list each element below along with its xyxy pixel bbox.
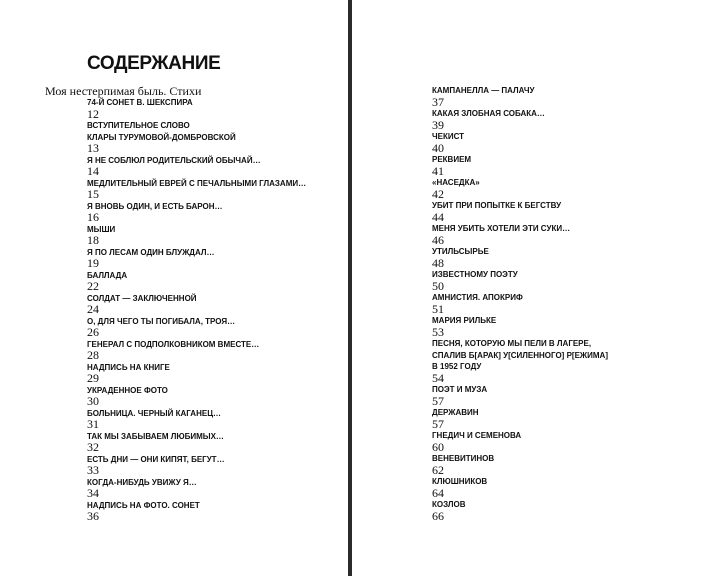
toc-entry[interactable] [432,200,608,223]
toc-entry-page-number: 19 [87,256,99,270]
toc-entry-page-number: 64 [432,485,444,500]
toc-entry-page-number: 40 [432,140,444,155]
toc-entry-title: Я ПО ЛЕСАМ ОДИН БЛУЖДАЛ… [87,247,215,257]
toc-entry-page-number: 66 [432,508,444,523]
toc-entry-page-number: 57 [432,393,444,408]
toc-entry-page-number: 34 [87,486,99,500]
toc-entry-page-number: 31 [87,417,99,431]
toc-entry[interactable] [432,476,608,499]
left-page [0,0,348,576]
toc-entry[interactable] [432,292,608,315]
toc-entry-title: Я ВНОВЬ ОДИН, И ЕСТЬ БАРОН… [87,201,223,211]
toc-entry-page-number: 46 [432,232,444,247]
toc-entry-page-number: 60 [432,439,444,454]
toc-entry-page-number: 22 [87,279,99,293]
toc-entry[interactable] [432,430,608,453]
section-title: Моя нестерпимая быль. Стихи [45,84,202,98]
toc-entry[interactable] [432,85,608,108]
toc-entry-title: НАДПИСЬ НА КНИГЕ [87,362,170,372]
toc-entry-title: «НАСЕДКА» [432,178,480,187]
toc-entry-title: ИЗВЕСТНОМУ ПОЭТУ [432,270,518,279]
toc-entry-title: ПЕСНЯ, КОТОРУЮ МЫ ПЕЛИ В ЛАГЕРЕ, СПАЛИВ Б[АРАК] У[СИЛЕННОГО] Р[ЕЖИМА] В 1952 ГОДУ [432,339,608,371]
toc-list-right [432,85,608,522]
toc-entry[interactable] [87,201,306,224]
toc-entry-page-number: 28 [87,348,99,362]
toc-entry-page-number: 26 [87,325,99,339]
toc-entry-title: КОГДА-НИБУДЬ УВИЖУ Я… [87,477,197,487]
toc-entry-title: О, ДЛЯ ЧЕГО ТЫ ПОГИБАЛА, ТРОЯ… [87,316,236,326]
toc-entry[interactable] [432,338,608,384]
toc-entry-title: УТИЛЬСЫРЬЕ [432,247,489,256]
toc-entry[interactable] [87,270,306,293]
toc-entry[interactable] [432,499,608,522]
toc-entry-page-number: 44 [432,209,444,224]
toc-entry[interactable] [87,408,306,431]
toc-entry-page-number: 13 [87,141,99,155]
toc-entry[interactable] [432,177,608,200]
toc-entry-page-number: 50 [432,278,444,293]
toc-entry-title: РЕКВИЕМ [432,155,472,164]
toc-entry[interactable] [432,154,608,177]
toc-entry-title: ГЕНЕРАЛ С ПОДПОЛКОВНИКОМ ВМЕСТЕ… [87,339,260,349]
right-page [352,0,702,576]
toc-entry-title: ТАК МЫ ЗАБЫВАЕМ ЛЮБИМЫХ… [87,431,224,441]
toc-entry[interactable] [87,477,306,500]
toc-entry[interactable] [87,385,306,408]
toc-entry-page-number: 39 [432,117,444,132]
toc-entry[interactable] [87,178,306,201]
toc-entry-title: ДЕРЖАВИН [432,408,479,417]
contents-heading: СОДЕРЖАНИЕ [87,53,221,74]
toc-entry-page-number: 24 [87,302,99,316]
toc-entry-title: СОЛДАТ — ЗАКЛЮЧЕННОЙ [87,293,197,303]
toc-entry[interactable] [432,223,608,246]
toc-entry-page-number: 14 [87,164,99,178]
toc-entry-page-number: 33 [87,463,99,477]
toc-entry[interactable] [432,407,608,430]
toc-entry[interactable] [87,120,306,155]
toc-entry-page-number: 37 [432,94,444,109]
toc-list-left [87,97,306,523]
toc-entry-title: КАМПАНЕЛЛА — ПАЛАЧУ [432,86,535,95]
toc-entry-page-number: 36 [87,509,99,523]
toc-entry[interactable] [87,316,306,339]
toc-entry[interactable] [432,453,608,476]
toc-entry-title: КОЗЛОВ [432,500,466,509]
toc-entry-page-number: 62 [432,462,444,477]
toc-entry[interactable] [432,269,608,292]
toc-entry-title: АМНИСТИЯ. АПОКРИФ [432,293,523,302]
toc-entry-page-number: 32 [87,440,99,454]
toc-entry-title: МАРИЯ РИЛЬКЕ [432,316,497,325]
toc-entry-page-number: 12 [87,106,99,121]
toc-entry[interactable] [432,315,608,338]
toc-entry-title: Я НЕ СОБЛЮЛ РОДИТЕЛЬСКИЙ ОБЫЧАЙ… [87,155,261,165]
toc-entry-title: ЕСТЬ ДНИ — ОНИ КИПЯТ, БЕГУТ… [87,454,225,464]
toc-entry-title: МЕНЯ УБИТЬ ХОТЕЛИ ЭТИ СУКИ… [432,224,571,233]
toc-entry[interactable] [432,131,608,154]
toc-entry[interactable] [432,108,608,131]
toc-entry[interactable] [87,500,306,523]
toc-entry[interactable] [87,224,306,247]
toc-entry[interactable] [432,246,608,269]
toc-entry-title: 74-Й СОНЕТ В. ШЕКСПИРА [87,98,193,107]
toc-entry[interactable] [87,339,306,362]
toc-entry-title: ПОЭТ И МУЗА [432,385,488,394]
toc-entry[interactable] [87,155,306,178]
toc-entry-title: УБИТ ПРИ ПОПЫТКЕ К БЕГСТВУ [432,201,562,210]
toc-entry-title: ВСТУПИТЕЛЬНОЕ СЛОВО КЛАРЫ ТУРУМОВОЙ-ДОМБРОВСКОЙ [87,121,236,142]
toc-entry-page-number: 41 [432,163,444,178]
toc-entry-title: ЧЕКИСТ [432,132,465,141]
toc-entry[interactable] [87,247,306,270]
toc-entry-page-number: 30 [87,394,99,408]
toc-entry-page-number: 15 [87,187,99,201]
toc-entry-title: КАКАЯ ЗЛОБНАЯ СОБАКА… [432,109,545,118]
toc-entry[interactable] [87,97,306,120]
toc-entry-title: МЕДЛИТЕЛЬНЫЙ ЕВРЕЙ С ПЕЧАЛЬНЫМИ ГЛАЗАМИ… [87,178,307,188]
toc-entry-title: КЛЮШНИКОВ [432,477,488,486]
toc-entry-title: НАДПИСЬ НА ФОТО. СОНЕТ [87,500,200,510]
toc-entry-page-number: 16 [87,210,99,224]
toc-entry-title: ГНЕДИЧ И СЕМЕНОВА [432,431,522,440]
toc-entry-title: ВЕНЕВИТИНОВ [432,454,495,463]
toc-entry-page-number: 48 [432,255,444,270]
toc-entry-title: БОЛЬНИЦА. ЧЕРНЫЙ КАГАНЕЦ… [87,408,222,418]
toc-entry-page-number: 42 [432,186,444,201]
toc-entry-title: БАЛЛАДА [87,270,128,280]
toc-entry-page-number: 54 [432,370,444,385]
toc-entry[interactable] [87,362,306,385]
toc-entry[interactable] [87,454,306,477]
toc-entry-page-number: 18 [87,233,99,247]
toc-entry[interactable] [87,293,306,316]
toc-entry-page-number: 29 [87,371,99,385]
toc-entry-title: УКРАДЕННОЕ ФОТО [87,385,168,395]
toc-entry-page-number: 51 [432,301,444,316]
toc-entry[interactable] [87,431,306,454]
toc-entry-page-number: 53 [432,324,444,339]
toc-entry-title: МЫШИ [87,224,116,234]
toc-entry[interactable] [432,384,608,407]
toc-entry-page-number: 57 [432,416,444,431]
